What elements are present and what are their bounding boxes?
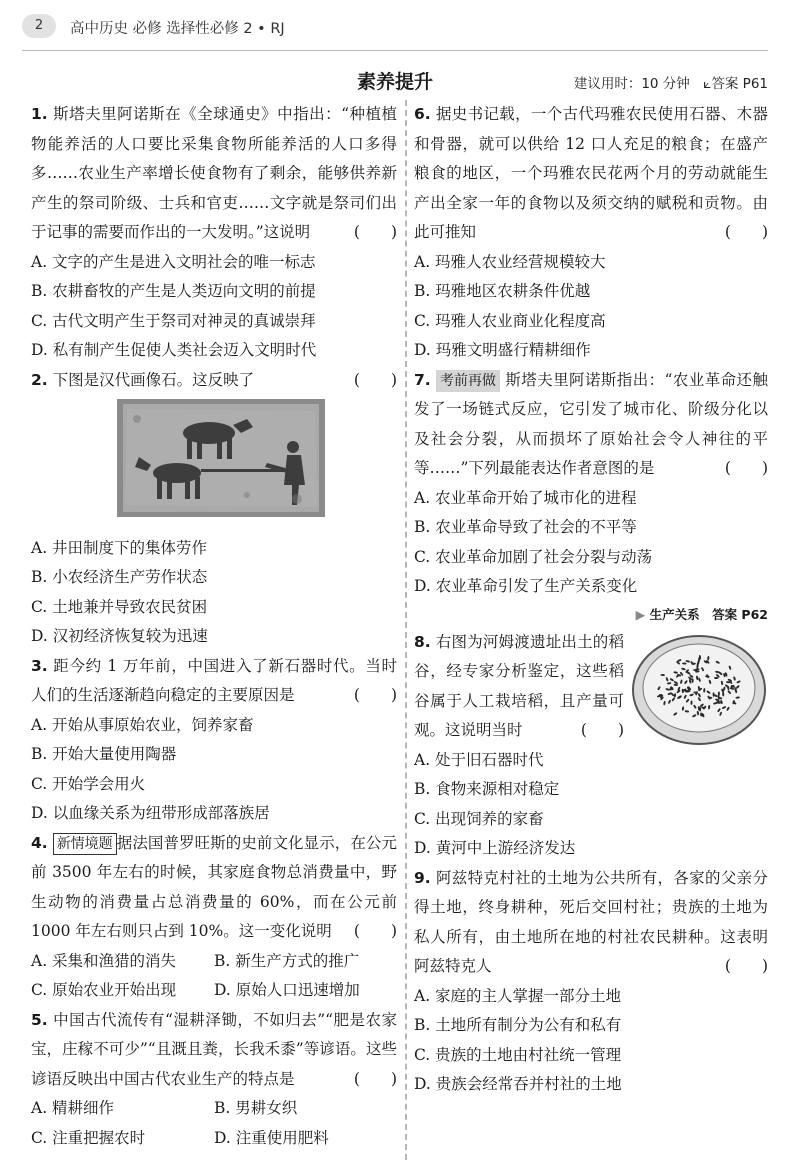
option-d[interactable]: D. 汉初经济恢复较为迅速 xyxy=(31,627,208,645)
answer-blank[interactable]: ( ) xyxy=(353,686,397,704)
question-number: 9. xyxy=(414,868,431,887)
question-number: 2. xyxy=(31,370,48,389)
question-stem: 距今约 1 万年前，中国进入了新石器时代。当时人们的生活逐渐趋向稳定的主要原因是 xyxy=(31,656,397,704)
option-b[interactable]: B. 玛雅地区农耕条件优越 xyxy=(414,282,591,300)
option-b[interactable]: B. 开始大量使用陶器 xyxy=(31,745,177,763)
answer-blank[interactable]: ( ) xyxy=(353,1069,397,1088)
option-c[interactable]: C. 贵族的土地由村社统一管理 xyxy=(414,1045,622,1064)
option-d[interactable]: D. 私有制产生促使人类社会迈入文明时代 xyxy=(31,341,317,359)
option-b[interactable]: B. 农业革命导致了社会的不平等 xyxy=(414,518,637,536)
option-c[interactable]: C. 出现饲养的家畜 xyxy=(414,809,544,828)
option-d[interactable]: D. 黄河中上游经济发达 xyxy=(414,839,576,857)
column-divider xyxy=(405,100,407,1160)
option-a[interactable]: A. 井田制度下的集体劳作 xyxy=(31,538,208,557)
option-c[interactable]: C. 玛雅人农业商业化程度高 xyxy=(414,311,606,330)
book-title: 高中历史 必修 选择性必修 2 • RJ xyxy=(70,21,285,37)
question-stem: 下图是汉代画像石。这反映了 xyxy=(52,370,255,389)
answer-blank[interactable]: ( ) xyxy=(353,922,397,940)
option-d[interactable]: D. 注重使用肥料 xyxy=(214,1128,329,1147)
topic-answer-strip xyxy=(414,602,768,628)
option-d[interactable]: D. 以血缘关系为纽带形成部落族居 xyxy=(31,804,270,822)
question-9 xyxy=(414,864,768,1100)
option-a[interactable]: A. 家庭的主人掌握一部分土地 xyxy=(414,986,622,1005)
answer-blank[interactable]: ( ) xyxy=(724,223,768,241)
option-b[interactable]: B. 新生产方式的推广 xyxy=(214,951,360,970)
new-scenario-tag: 新情境题 xyxy=(53,833,117,855)
option-a[interactable]: A. 开始从事原始农业，饲养家畜 xyxy=(31,715,254,734)
option-c[interactable]: C. 开始学会用火 xyxy=(31,774,146,793)
han-stone-relief-image xyxy=(117,399,325,517)
question-number: 7. xyxy=(414,370,431,389)
rice-grain-bowl-image xyxy=(630,630,768,748)
question-number: 8. xyxy=(414,632,431,651)
exam-review-tag: 考前再做 xyxy=(436,370,500,392)
option-a[interactable]: A. 玛雅人农业经营规模较大 xyxy=(414,252,606,271)
option-a[interactable]: A. 处于旧石器时代 xyxy=(414,750,544,769)
question-stem: 斯塔夫里阿诺斯在《全球通史》中指出：“种植植物能养活的人口要比采集食物所能养活的人口多得多……农业生产率增长使食物有了剩余，能够供养新产生的祭司阶级、士兵和官吏……文字就是祭司们出于记事的需要而作出的一大发明。”这说明 xyxy=(31,105,397,241)
section-title: 素养提升 xyxy=(356,71,433,93)
option-c[interactable]: C. 原始农业开始出现 xyxy=(31,981,177,999)
page-header xyxy=(22,14,768,40)
option-c[interactable]: C. 注重把握农时 xyxy=(31,1128,146,1147)
question-6 xyxy=(414,100,768,366)
question-5 xyxy=(31,1006,397,1154)
page-number: 2 xyxy=(22,14,56,38)
question-2 xyxy=(31,366,397,652)
question-1 xyxy=(31,100,397,366)
option-b[interactable]: B. 土地所有制分为公有和私有 xyxy=(414,1016,622,1034)
option-d[interactable]: D. 农业革命引发了生产关系变化 xyxy=(414,577,638,595)
answer-blank[interactable]: ( ) xyxy=(580,721,624,739)
question-8 xyxy=(414,628,768,864)
question-number: 1. xyxy=(31,105,48,123)
question-4 xyxy=(31,829,397,1006)
option-c[interactable]: C. 土地兼并导致农民贫困 xyxy=(31,597,208,616)
question-stem: 右图为河姆渡遗址出土的稻谷，经专家分析鉴定，这些稻谷属于人工栽培稻，且产量可观。这说明当时 xyxy=(414,632,624,739)
option-d[interactable]: D. 玛雅文明盛行精耕细作 xyxy=(414,341,591,359)
play-triangle-icon: ▶ xyxy=(635,606,650,622)
question-stem: 阿兹特克村社的土地为公共所有，各家的父亲分得土地，终身耕种，死后交回村社；贵族的土地为私人所有，由土地所在地的村社农民耕种。这表明阿兹特克人 xyxy=(414,868,768,975)
option-b[interactable]: B. 食物来源相对稳定 xyxy=(414,780,560,798)
option-b[interactable]: B. 小农经济生产劳作状态 xyxy=(31,568,208,586)
question-stem: 据法国普罗旺斯的史前文化显示，在公元前 3500 年左右的时候，其家庭食物总消费量中，野生动物的消费量占总消费量的 60%，而在公元前 1000 年左右则只占到 10%。这一变化说明 xyxy=(31,833,397,940)
option-b[interactable]: B. 农耕畜牧的产生是人类迈向文明的前提 xyxy=(31,282,316,300)
option-d[interactable]: D. 原始人口迅速增加 xyxy=(214,981,360,999)
question-stem: 斯塔夫里阿诺斯指出：“农业革命还触发了一场链式反应，它引发了城市化、阶级分化以及社会分裂，从而损坏了原始社会令人神往的平等……”下列最能表达作者意图的是 xyxy=(414,370,768,477)
strip-label: 生产关系 答案 P62 xyxy=(649,606,768,622)
question-7 xyxy=(414,366,768,602)
answer-blank[interactable]: ( ) xyxy=(724,459,768,477)
question-stem: 中国古代流传有“湿耕泽锄，不如归去”“肥是农家宝，庄稼不可少”“且溉且粪，长我禾黍”等谚语。这些谚语反映出中国古代农业生产的特点是 xyxy=(31,1010,397,1088)
answer-blank[interactable]: ( ) xyxy=(353,370,397,389)
option-a[interactable]: A. 农业革命开始了城市化的进程 xyxy=(414,488,637,507)
option-a[interactable]: A. 采集和渔猎的消失 xyxy=(31,951,177,970)
right-column xyxy=(414,100,768,1100)
option-d[interactable]: D. 贵族会经常吞并村社的土地 xyxy=(414,1075,622,1093)
question-stem: 据史书记载，一个古代玛雅农民使用石器、木器和骨器，就可以供给 12 口人充足的粮食；在盛产粮食的地区，一个玛雅农民花两个月的劳动就能生产出全家一年的食物以及须交纳的赋税和贡物。由此可推知 xyxy=(414,105,768,241)
option-c[interactable]: C. 农业革命加剧了社会分裂与动荡 xyxy=(414,547,653,566)
question-number: 6. xyxy=(414,105,431,123)
section-meta: 建议用时：10 分钟 ⟀答案 P61 xyxy=(573,76,768,92)
answer-blank[interactable]: ( ) xyxy=(353,223,397,241)
option-c[interactable]: C. 古代文明产生于祭司对神灵的真诚崇拜 xyxy=(31,311,316,330)
answer-blank[interactable]: ( ) xyxy=(724,957,768,975)
option-b[interactable]: B. 男耕女织 xyxy=(214,1099,298,1117)
option-a[interactable]: A. 文字的产生是进入文明社会的唯一标志 xyxy=(31,252,316,271)
header-rule xyxy=(22,50,768,51)
option-a[interactable]: A. 精耕细作 xyxy=(31,1099,115,1117)
question-3 xyxy=(31,652,397,829)
question-number: 3. xyxy=(31,656,48,675)
question-number: 4. xyxy=(31,833,48,852)
question-number: 5. xyxy=(31,1010,48,1029)
left-column xyxy=(31,100,397,1153)
